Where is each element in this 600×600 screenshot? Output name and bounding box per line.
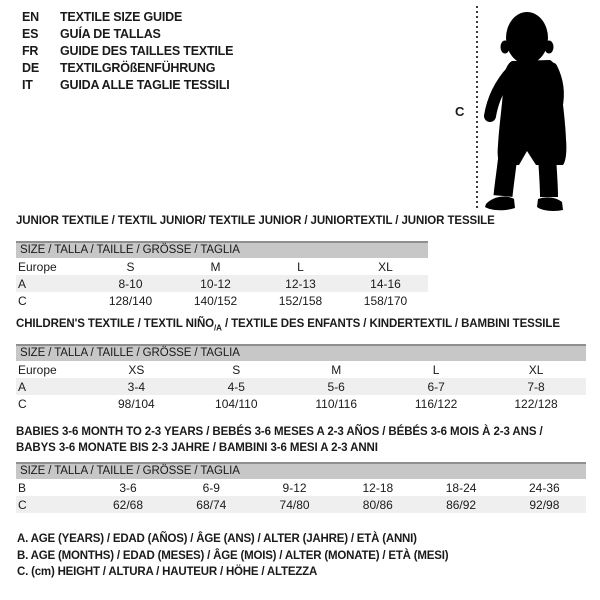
junior-textile-section — [16, 215, 495, 309]
height-measure-label: C — [455, 104, 465, 119]
guide-title: TEXTILGRÖßENFÜHRUNG — [60, 61, 216, 75]
size-value-cell: S — [126, 259, 135, 274]
size-value-cell: 74/80 — [279, 497, 310, 512]
size-value-cell: 122/128 — [514, 396, 558, 411]
size-value-cell: 86/92 — [446, 497, 477, 512]
table-row — [16, 395, 586, 412]
language-code: ES — [22, 27, 39, 41]
size-value-cell: 5-6 — [327, 379, 345, 394]
guide-title: GUIDA ALLE TAGLIE TESSILI — [60, 78, 230, 92]
guide-title: GUÍA DE TALLAS — [60, 27, 161, 41]
legend-line-a: A. AGE (YEARS) / EDAD (AÑOS) / ÂGE (ANS) / ALTER (JAHRE) / ETÀ (ANNI) — [17, 533, 417, 545]
size-value-cell: 62/68 — [113, 497, 144, 512]
language-code: IT — [22, 78, 33, 92]
row-label-cell: A — [18, 276, 27, 291]
row-label-cell: B — [18, 480, 27, 495]
junior-size-table — [16, 258, 428, 309]
table-row — [16, 361, 586, 378]
row-label-cell: Europe — [18, 362, 57, 377]
language-row — [22, 43, 233, 60]
size-value-cell: M — [331, 362, 342, 377]
size-value-cell: 12-13 — [285, 276, 316, 291]
legend-block — [17, 531, 448, 581]
size-value-cell: 18-24 — [445, 480, 477, 495]
language-guide-block — [22, 9, 233, 94]
size-value-cell: 8-10 — [118, 276, 143, 291]
size-value-cell: 68/74 — [196, 497, 227, 512]
children-textile-section — [16, 318, 586, 412]
table-row — [16, 496, 586, 513]
section-title: JUNIOR TEXTILE / TEXTIL JUNIOR/ TEXTILE JUNIOR / JUNIORTEXTIL / JUNIOR TESSILE — [16, 215, 495, 227]
table-row — [16, 275, 428, 292]
section-title — [16, 318, 586, 332]
size-header-bar: SIZE / TALLA / TAILLE / GRÖSSE / TAGLIA — [16, 462, 586, 479]
size-header-bar: SIZE / TALLA / TAILLE / GRÖSSE / TAGLIA — [16, 344, 586, 361]
size-value-cell: XL — [378, 259, 393, 274]
legend-line-c: C. (cm) HEIGHT / ALTURA / HAUTEUR / HÖHE / ALTEZZA — [17, 566, 318, 578]
table-row — [16, 479, 586, 496]
size-value-cell: 7-8 — [527, 379, 545, 394]
size-value-cell: 14-16 — [370, 276, 401, 291]
title-segment: / TEXTILE DES ENFANTS / KINDERTEXTIL / BAMBINI TESSILE — [221, 318, 560, 330]
row-label-cell: A — [18, 379, 27, 394]
size-value-cell: 3-6 — [119, 480, 137, 495]
table-row — [16, 258, 428, 275]
language-code: EN — [22, 10, 39, 24]
babies-textile-section — [16, 425, 586, 513]
language-code: DE — [22, 61, 39, 75]
language-row — [22, 26, 233, 43]
title-subscript: /A — [214, 323, 222, 333]
guide-title: GUIDE DES TAILLES TEXTILE — [60, 44, 234, 58]
row-label-cell: C — [18, 396, 27, 411]
size-value-cell: 104/110 — [215, 396, 258, 411]
size-value-cell: 110/116 — [315, 396, 357, 411]
size-value-cell: 152/158 — [278, 293, 323, 308]
size-value-cell: 158/170 — [363, 293, 408, 308]
babies-size-table — [16, 479, 586, 513]
size-value-cell: 80/86 — [362, 497, 393, 512]
size-value-cell: 24-36 — [529, 480, 560, 495]
baby-silhouette-illustration — [470, 5, 600, 215]
title-line: BABYS 3-6 MONATE BIS 2-3 JAHRE / BAMBINI 3-6 MESI A 2-3 ANNI — [16, 441, 378, 454]
title-line: BABIES 3-6 MONTH TO 2-3 YEARS / BEBÉS 3-6 MESES A 2-3 AÑOS / BÉBÉS 3-6 MOIS À 2-3 ANS / — [16, 426, 543, 438]
size-value-cell: M — [210, 259, 221, 274]
size-value-cell: L — [432, 362, 440, 377]
size-value-cell: 140/152 — [193, 293, 238, 308]
size-value-cell: 9-12 — [282, 480, 307, 495]
row-label-cell: C — [18, 497, 27, 512]
size-value-cell: XS — [128, 362, 145, 377]
title-segment: CHILDREN'S TEXTILE / TEXTIL NIÑO — [16, 318, 215, 330]
size-value-cell: 3-4 — [127, 379, 146, 394]
table-row — [16, 292, 428, 309]
row-label-cell: C — [18, 293, 27, 308]
table-row — [16, 378, 586, 395]
legend-line-b: B. AGE (MONTHS) / EDAD (MESES) / ÂGE (MOIS) / ALTER (MONATE) / ETÀ (MESI) — [17, 549, 449, 562]
size-value-cell: S — [232, 362, 241, 377]
size-value-cell: 12-18 — [362, 480, 394, 495]
size-value-cell: 98/104 — [118, 396, 155, 411]
size-value-cell: 116/122 — [414, 396, 458, 411]
size-value-cell: XL — [528, 362, 544, 377]
language-row — [22, 60, 233, 77]
size-value-cell: 92/98 — [529, 497, 560, 512]
guide-title: TEXTILE SIZE GUIDE — [60, 10, 183, 24]
size-value-cell: 6-7 — [427, 379, 445, 394]
children-size-table — [16, 361, 586, 412]
language-code: FR — [22, 44, 39, 58]
size-value-cell: 6-9 — [202, 480, 220, 495]
section-title — [16, 425, 586, 456]
size-header-bar: SIZE / TALLA / TAILLE / GRÖSSE / TAGLIA — [16, 241, 428, 258]
size-value-cell: L — [297, 259, 304, 274]
size-value-cell: 10-12 — [200, 276, 231, 291]
size-value-cell: 128/140 — [108, 293, 153, 308]
row-label-cell: Europe — [18, 259, 57, 274]
language-row — [22, 77, 233, 94]
size-value-cell: 4-5 — [227, 379, 245, 394]
language-row — [22, 9, 233, 26]
